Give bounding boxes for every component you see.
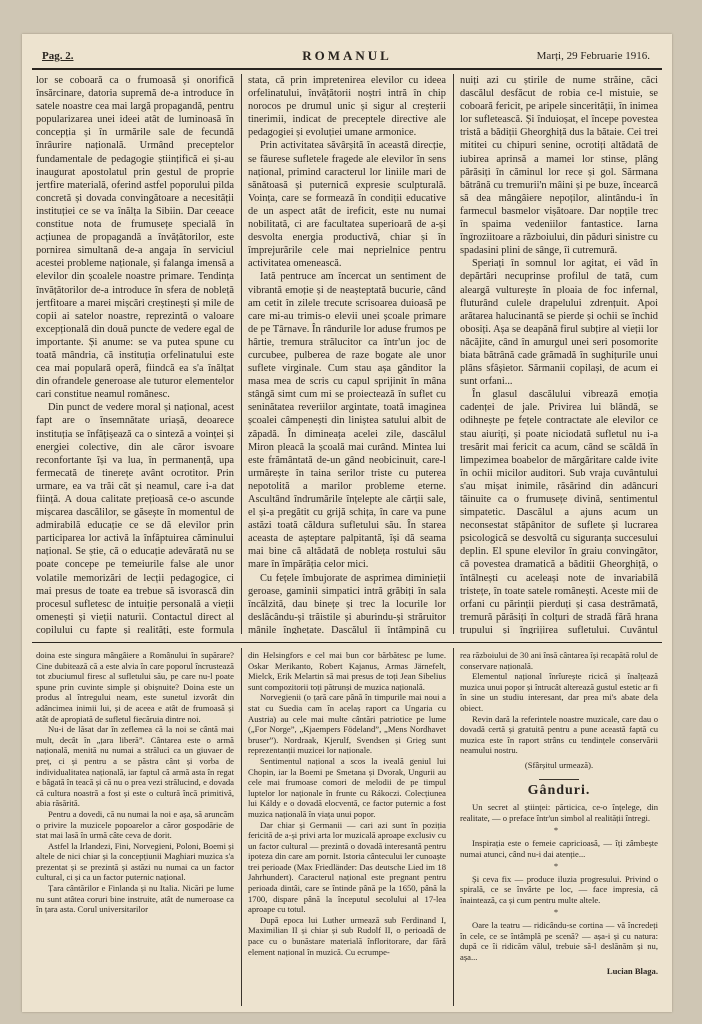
upper-col2-paragraph: stata, că prin impretenirea elevilor cu ideea orfelinatului, învățătorii noștri intră în chip norocos pe drumul unic și sigur al creșterii tinerimii, indicat de preceptele directive ale pedagogiei și evoluției umane armonice. (248, 75, 446, 139)
lower-col1-paragraph: Pentru a dovedi, că nu numai la noi e așa, să aruncăm o privire la muzicele popoarelor a căror gospodărie de stat mai lasă în urmă câte ceva de dorit. (36, 808, 234, 841)
lower-col2-paragraph: Sentimentul național a scos la iveală geniul lui Chopin, iar la Boemi pe Smetana și Dvorak, Ungurii au cele mai frumoase comori de melodii de pe timpul luptelor lor naționale în frunte cu Rákoczi. Colecțiunea lui Káldy e o dovadă elocventă, ce factor puternic a fost muzica națională în viața unui popor. (248, 755, 446, 819)
aphorism-separator: * (553, 907, 565, 918)
continued-note: (Sfârșitul urmează). (524, 759, 594, 770)
column-divider (241, 648, 242, 1006)
upper-column-2 (248, 74, 446, 634)
upper-col1-paragraph: lor se coboară ca o frumoasă și onorifică însărcinare, datoria supremă de-a introduce în satele noastre cea mai largă propagandă, pentru popularizarea unei ideei atât de luminoasă în concepția și în urmările sale de fecundă înrâurire națională. Urmând preceptelor fundamentale de pedagogie științifică ei și-au inaugurat apostolatul prin gestul de proprie jertfire materială, oferind astfel poporului pilda concretă și dovada convingătoare a necesității instituției ce se va înălța la Sibiin. Dar ceeace constitue nota de frumusețe specială în acțiunea de propagandă a învățătorilor, este pornirea simultană de-a angaja în serviciul acestei probleme naționale, și falanga imensă a elevilor din școalele noastre primare. Tendința învățătorilor de-a introduce în sfera de nobleță jertfitoare a marei mișcări creștinești și mile de copii ai satelor noastre, reprezintă o valoare excepțională din două puncte de vedere egal de importante. Și anume: se va putea spune cu toată mândria, că instituția orfelinatului este cea mai populară operă, fiindcă ea s'a înălțat din ofrandele generoase ale tuturor elementelor cari constitue neamul românesc. (36, 75, 234, 401)
section-rule (32, 642, 662, 643)
upper-column-1 (36, 74, 234, 634)
upper-column-3 (460, 74, 658, 634)
author-signature: Lucian Blaga. (606, 966, 658, 977)
lower-col2-paragraph: Norvegienii (o țară care până în timpurile mai noui a stat cu Suedia cam în acelaș raport ca Ungaria cu Austria) au cele mai multe cântări patriotice pe lume („For Norge”, „Kjaempers Födeland”, „Mens Nordhavet bruser”). Nordraak, Kjerulf, Svendsen și Grieg sunt reprezentanții muzicei lor naționale. (248, 692, 446, 756)
column-divider (453, 648, 454, 1006)
upper-col2-paragraph: Prin activitatea săvârșită în această direcție, se făurese sufletele fragede ale elevilor în sens național, primind caracterul lor liniile mari de sănătoasă și puternică expresie sculpturală. Voința, care se formează în condiții educative de un aspect atât de ireficit, este nu numai nobilitată, ci are facultatea superioară de a-și desvolta energia productivă, chiar și în împrejurările cele mai neprielnice pentru activitatea omenească. (248, 140, 446, 270)
header-rule (32, 68, 662, 70)
lower-col2-paragraph: Dar chiar și Germanii — cari azi sunt în poziția fericită de a-și privi arta lor muzicală aproape exclusiv cu un factor cultural — prezintă o dovadă interesantă pentru ipoteza din care am pornit. Istoria cântecului ler cunoaște trei perioade (Max Friedländer: Das deutsche Lied im 18 Jahrhundert). Caracterul național este pregnant pentru perioada dintâi, care se întinde până pe la 1650, până la 1700, dispare până la începutul secolului al 17-lea aproape cu totul. (248, 819, 446, 915)
newspaper-page (22, 34, 672, 1012)
aphorism: Oare la teatru — ridicându-se cortina — vă încredeți în cele, ce se întâmplă pe scenă? — așa-i și cu natura: după ce îi ridicăm vălul, trebuie să-l deslănăm și nu, așa... (460, 920, 658, 962)
upper-col3-paragraph: Speriați în somnul lor agitat, ei văd în depărtări necuprinse profilul de tată, cum aleargă vulturește în ploaia de foc infernal, fluturând culele drapelului zdrențuit. Apoi arătarea halucinantă se pierde și ochii se închid obosiți. Așa se deapănă firul subțire al vieții lor năcăjite, când în amurgul unei seri posomorite biata bătrână cade grămadă în sughițurile unui plâns sfâșietor. Sărmanii copilași, de acum ei sunt orfani... (460, 258, 658, 388)
page-header (30, 48, 664, 66)
poem-title: Gânduri. (527, 782, 591, 798)
lower-col2-paragraph: După epoca lui Luther urmează sub Ferdinand I, Maximilian II și chiar și sub Rudolf II, o perioadă de pace cu o bunăstare materială înfloritorare, dar fără element național în muzică. Cu ecrumpe- (248, 914, 446, 957)
aphorism-separator: * (553, 861, 565, 872)
lower-col1-paragraph: Astfel la Irlandezi, Fini, Norvegieni, Poloni, Boemi și altele de nici chiar și la concepțiunii Maghiari muzica s'a prezentat și se prezintă și astăzi nu numai ca un factor cultural, ci și ca un factor puternic național. (36, 840, 234, 883)
article-divider (539, 779, 579, 780)
upper-col2-paragraph: Iată pentruce am încercat un sentiment de vibrantă emoție și de neașteptată bucurie, când am cetit în zilele trecute scrisoarea duioasă pe care mi-au trimis-o elevii unei școale primare de pe Târnave. În rândurile lor aduse frumos pe hârtie, tremura strălucitor ca într'un joc de curcubee, pulberea de raze bogate ale unor suflete virginale. Cum stau așa gânditor la masa mea de scris cu capul sprijinit în mâna stângă simt cum mi se proiectează în suflet cu seninătatea reveriilor argintate, toată imaginea școalei câmpenești din liniștea satului albit de zăpadă. În dimineața acelei zile, dascălul Miron pleacă la școală mai curând. Mintea lui este frământată de-un gând neobicinuit, care-l urmărește în taina serilor triste cu puterea nepotolită a marilor probleme eterne. Ascultând îndrumările înțelepte ale cărții sale, el și-a pregătit cu grijă schița, în care va pune astăzi toată căldura sufletului său. În starea aceasta de așteptare palpitantă, își dă seama mai bine că altădată de nobleța rostului său mare în împărăția celor mici. (248, 271, 446, 571)
aphorism: Un secret al științei: părticica, ce-o înțelege, din realitate, — o preface într'un simbol al realității întregi. (460, 802, 658, 823)
issue-date: Marți, 29 Februarie 1916. (536, 50, 650, 62)
lower-column-2 (248, 650, 446, 1006)
upper-col3-paragraph: În glasul dascălului vibrează emoția cadenței de jale. Privirea lui blândă, se odihnește pe fețele contractate ale elevilor ce stau aiuriți, și poate niciodată sufletul nu i-a tresărit mai fericit ca acum, când se scăldă în limpezimea boabelor de mărgăritare calde ivite în ochii micilor auditori. Sub vraja cuvântului s'au mișat inimile, răsărind din adâncuri tăinuite ca o frumusețe divină, sentimentul simpatetic. Dascălul a ajuns acum un neconsestat stăpânitor de suflete și lucrarea psicologică se desvoltă cu siguranța succesului deplin. El spune elevilor în graiu convingător, că povestea dramatică a băditii Gheorghiță, o întâlnești cu aceleași note de invariabilă tristețe, în toate satele românești. Aceste mii de orfani cu părinții pierduți și casa destrămată, tremură părăsiți în colțuri de stradă fără hrana trupului și îngrijirea sufletului. Cuvântul (460, 389, 658, 634)
lower-col1-paragraph: Nu-i de lăsat dar în zeflemea că la noi se cântă mai mult, decât în „țara liberă”. Cântarea este o armă națională, menită nu numai a strălucì ca un giuvaer de preț, ci și pentru a se păstra cânt și vorba de individualitatea națională, iar faptul că armă asta în regat e bâgată în teacă și că nu o prea vezi strălucind, e dovada că cultura noastră a fost și este o cultură încă primitivă, abia răsărită. (36, 724, 234, 809)
newspaper-title: ROMANUL (302, 48, 392, 63)
aphorism: Și ceva fix — produce iluzia progresului. Privind o spirală, ce se învârte pe loc, — face impresia, că înaintează, ca și cum pentru multe altele. (460, 873, 658, 905)
lower-col1-paragraph: Țara cântărilor e Finlanda și nu Italia. Nicări pe lume nu sunt atâtea coruri bine instruite, atât de numeroase ca în țara asta. Corul universitarilor (36, 883, 234, 915)
upper-col3-paragraph: nuiți azi cu știrile de nume străine, căci dascălul desfăcut de robia ce-l mistuie, se coboară fericit, pe aripele sincerității, în inimea lor sufletească. Și înduioșat, el începe povestea tristă a bădiții Gheorghiță dus la bătaie. Cei trei mititei cu chipuri senine, ocrotiți altădată de iubirea aprinsă a mamei lor stinse, plâng părăsiți în căminul lor rece și gol. Sărmana bătrână cu tremurii'n mâini și pe buze, încearcă să dea mângâiere nepoților, alintându-i în farmecul basmelor vișătoare. Dar nopțile trec în spaima vedeniilor fantastice. Iarna îngroziitoare a războiului, din păduri sinistre cu spadasini plini de sânge, îi cutremură. (460, 75, 658, 257)
lower-col3-paragraph: Revin dară la referintele noastre muzicale, care dau o dovadă certă și gratuită pentru a pune această faptă cu muzica este în raport strâns cu tendințele conservării neamului nostru. (460, 713, 658, 756)
lower-column-1 (36, 650, 234, 1006)
lower-col1-paragraph: doina este singura mângâiere a Românului în supărare? Cine dubitează că a este alvia în care poporul încrustează tot zbuciumul firesc al sufletului său, pe care nu-l poate spune prin cuvinte simple și obișnuite? Doina este un produs al întregului neam, este sunetul izvorât din adâncimea inimii lui, și de aceea e atât de frumoasă și atât de apropiată de sufletul fiecăruia dintre noi. (36, 650, 234, 724)
upper-col1-paragraph: Din punct de vedere moral și național, acest fapt are o însemnătate uriașă, deoarece instituția se înfățișează ca o sinteză a voinței și energiei colective, din ale căror isvoare reconfortante își va lua, în permanență, upa fermecată de tinerețe avânt ocrotitor. Prin urmare, ea va trăi căt și neamul, care i-a dat ființă. A doua calitate prețioasă ce-o ascunde mișcarea dascălilor, se găsește în momentul de admirabilă educație ce se dă elevilor prin participarea lor activă la înfăptuirea căminului național. Se știe, că o educație adevărată nu se poate concepe pe temeiurile false ale unor volatile memorizări de lecții pedagogice, ci mai presus de toate ea trebue să isvorască din procesul sufletesc de intuiție personală a vieții omenești și vieții naturii. Contactul direct al copilului cu fapte și realități, este formula (36, 402, 234, 634)
lower-col3-paragraph: Elementul național înrîurește ricică și înalțează muzica unui popor și întrucât alterează gustul estetic ar fi în sine un studiu interesant, dar prea mi's abate dela obiect. (460, 671, 658, 713)
lower-col2-paragraph: din Helsingfors e cel mai bun cor bărbătesc pe lume. Oskar Merikanto, Robert Kajanus, Armas Järnefelt, Mielck, Erik Melartin să mai presus de toți Jean Sibelius sunt compozitorii toți pătrunși de muzica națională. (248, 650, 446, 692)
lower-column-3 (460, 650, 658, 1006)
column-divider (241, 74, 242, 634)
lower-col3-paragraph: rea războiului de 30 ani însă cântarea își recapătă rolul de conservare națională. (460, 650, 658, 671)
aphorism: Inspirația este o femeie capricioasă, — îți zâmbește numai atunci, când nu-i dai atenție... (460, 837, 658, 859)
column-divider (453, 74, 454, 634)
upper-col2-paragraph: Cu fețele îmbujorate de asprimea diminieții geroase, gaminii simpatici intră grăbiți în sala încălzită, dau binețe și trec la locurile lor deslăcându-și trăistile și aburindu-și străruitor mânile înghețate. Dascălul îi întâmpină cu (248, 572, 446, 634)
aphorism-separator: * (553, 825, 565, 836)
page-number: Pag. 2. (42, 50, 74, 62)
